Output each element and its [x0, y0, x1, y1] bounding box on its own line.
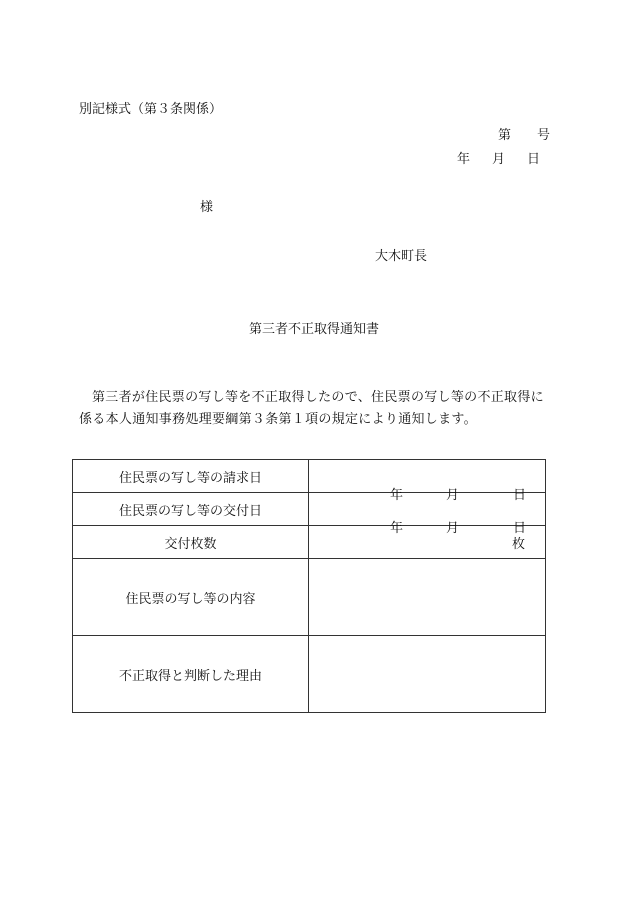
request-date-label: 住民票の写し等の請求日 — [73, 460, 309, 493]
table-row — [73, 460, 546, 493]
document-number — [498, 124, 550, 143]
issued-date-month: 月 — [446, 521, 460, 536]
issue-date-day: 日 — [527, 152, 541, 167]
request-date-value — [309, 460, 546, 503]
content-value — [309, 559, 546, 636]
notification-table — [72, 459, 546, 713]
number-prefix: 第 — [498, 128, 512, 143]
addressee-honorific: 様 — [200, 200, 214, 215]
reason-label: 不正取得と判断した理由 — [73, 636, 309, 713]
issued-date-day: 日 — [513, 521, 527, 536]
document-title: 第三者不正取得通知書 — [249, 322, 380, 337]
document-body: 第三者が住民票の写し等を不正取得したので、住民票の写し等の不正取得に係る本人通知事務処理要綱第３条第１項の規定により通知します。 — [79, 390, 544, 427]
table-row — [73, 493, 546, 526]
issue-date-label: 住民票の写し等の交付日 — [73, 493, 309, 526]
table-row — [73, 526, 546, 559]
form-label: 別記様式（第３条関係） — [79, 102, 223, 117]
request-date-day: 日 — [513, 488, 527, 503]
table-row — [73, 559, 546, 636]
number-suffix: 号 — [537, 128, 551, 143]
issued-date-year: 年 — [390, 521, 404, 536]
sender-name: 大木町長 — [375, 249, 428, 264]
issue-date-year: 年 — [457, 152, 471, 167]
table-row — [73, 636, 546, 713]
issued-date-value — [309, 493, 546, 536]
issue-date-month: 月 — [492, 152, 506, 167]
issue-date — [457, 148, 540, 167]
issued-count-unit: 枚 — [309, 526, 546, 559]
request-date-month: 月 — [446, 488, 460, 503]
issued-count-label: 交付枚数 — [73, 526, 309, 559]
reason-value — [309, 636, 546, 713]
content-label: 住民票の写し等の内容 — [73, 559, 309, 636]
request-date-year: 年 — [390, 488, 404, 503]
